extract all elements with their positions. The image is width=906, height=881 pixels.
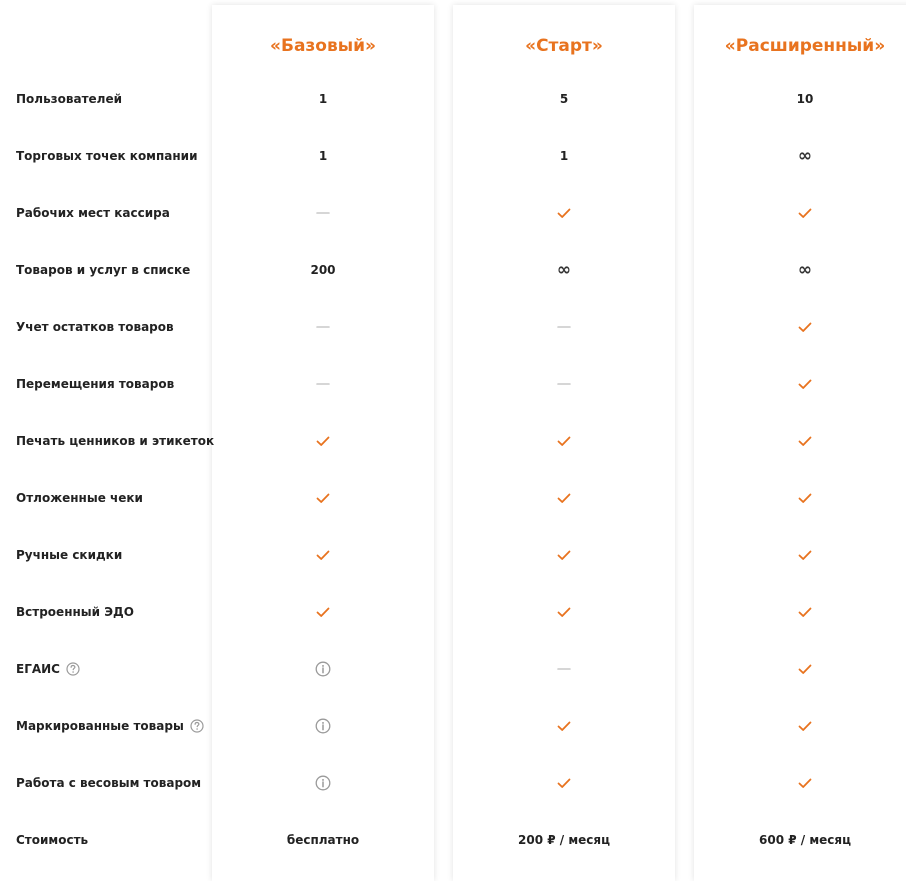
cell-label-printing-extended <box>694 431 906 451</box>
feature-row-goods-in-list <box>0 260 906 280</box>
feature-row-outlets <box>0 146 906 166</box>
cell-users-start <box>453 89 675 109</box>
feature-row-goods-transfer <box>0 374 906 394</box>
cell-cashier-workplaces-basic <box>212 203 434 223</box>
check-icon <box>798 778 812 789</box>
feature-label-text: Рабочих мест кассира <box>16 206 170 220</box>
plan-title-extended: «Расширенный» <box>724 36 886 56</box>
feature-label-text: Ручные скидки <box>16 548 123 562</box>
cell-price-start <box>453 830 675 850</box>
feature-row-egais <box>0 659 906 679</box>
feature-label-marked-goods <box>16 716 204 736</box>
cell-manual-discounts-basic <box>212 545 434 565</box>
feature-row-label-printing <box>0 431 906 451</box>
cell-outlets-basic <box>212 146 434 166</box>
feature-label-text: Стоимость <box>16 833 89 847</box>
cell-deferred-receipts-basic <box>212 488 434 508</box>
feature-row-cashier-workplaces <box>0 203 906 223</box>
feature-row-users <box>0 89 906 109</box>
feature-label-goods-transfer <box>16 374 174 394</box>
cell-stock-accounting-basic <box>212 317 434 337</box>
feature-label-text: ЕГАИС <box>16 662 60 676</box>
cell-manual-discounts-extended <box>694 545 906 565</box>
feature-row-price <box>0 830 906 850</box>
dash-icon <box>316 325 330 329</box>
cell-marked-goods-basic <box>212 716 434 736</box>
check-icon <box>557 208 571 219</box>
cell-marked-goods-start <box>453 716 675 736</box>
cell-manual-discounts-start <box>453 545 675 565</box>
cell-cashier-workplaces-extended <box>694 203 906 223</box>
feature-label-text: Встроенный ЭДО <box>16 605 134 619</box>
cell-built-in-edo-start <box>453 602 675 622</box>
feature-label-price <box>16 830 88 850</box>
cell-goods-transfer-basic <box>212 374 434 394</box>
feature-label-text: Перемещения товаров <box>16 377 175 391</box>
plan-title-start: «Старт» <box>525 36 603 56</box>
check-icon <box>557 607 571 618</box>
check-icon <box>557 436 571 447</box>
cell-goods-in-list-basic <box>212 260 434 280</box>
cell-goods-in-list-start <box>453 260 675 280</box>
help-icon[interactable] <box>66 662 80 676</box>
cell-value: 10 <box>796 92 814 106</box>
check-icon <box>316 550 330 561</box>
feature-label-text: Учет остатков товаров <box>16 320 174 334</box>
feature-label-weighted-goods <box>16 773 201 793</box>
feature-label-text: Работа с весовым товаром <box>16 776 202 790</box>
feature-label-stock-accounting <box>16 317 174 337</box>
feature-label-text: Торговых точек компании <box>16 149 198 163</box>
cell-deferred-receipts-extended <box>694 488 906 508</box>
cell-value: бесплатно <box>286 833 360 847</box>
feature-label-text: Пользователей <box>16 92 123 106</box>
cell-label-printing-basic <box>212 431 434 451</box>
check-icon <box>798 664 812 675</box>
cell-price-basic <box>212 830 434 850</box>
cell-users-basic <box>212 89 434 109</box>
feature-row-deferred-receipts <box>0 488 906 508</box>
cell-goods-transfer-extended <box>694 374 906 394</box>
feature-label-goods-in-list <box>16 260 190 280</box>
feature-label-deferred-receipts <box>16 488 143 508</box>
cell-built-in-edo-basic <box>212 602 434 622</box>
feature-label-text: Печать ценников и этикеток <box>16 434 215 448</box>
cell-weighted-goods-basic <box>212 773 434 793</box>
feature-label-text: Товаров и услуг в списке <box>16 263 191 277</box>
cell-value: 1 <box>318 92 328 106</box>
cell-marked-goods-extended <box>694 716 906 736</box>
dash-icon <box>557 325 571 329</box>
cell-egais-start <box>453 659 675 679</box>
check-icon <box>798 550 812 561</box>
info-icon[interactable] <box>315 718 331 734</box>
cell-cashier-workplaces-start <box>453 203 675 223</box>
feature-label-egais <box>16 659 80 679</box>
feature-label-text: Отложенные чеки <box>16 491 143 505</box>
check-icon <box>557 550 571 561</box>
cell-goods-in-list-extended <box>694 260 906 280</box>
cell-value: 5 <box>559 92 569 106</box>
check-icon <box>316 493 330 504</box>
cell-deferred-receipts-start <box>453 488 675 508</box>
cell-value: 1 <box>318 149 328 163</box>
check-icon <box>316 607 330 618</box>
feature-label-outlets <box>16 146 198 166</box>
check-icon <box>798 721 812 732</box>
infinity-icon: ∞ <box>797 146 813 166</box>
cell-built-in-edo-extended <box>694 602 906 622</box>
feature-row-marked-goods <box>0 716 906 736</box>
feature-row-manual-discounts <box>0 545 906 565</box>
infinity-icon: ∞ <box>556 260 572 280</box>
cell-stock-accounting-start <box>453 317 675 337</box>
cell-value: 200 ₽ / месяц <box>518 833 610 847</box>
check-icon <box>798 322 812 333</box>
dash-icon <box>316 211 330 215</box>
infinity-icon: ∞ <box>797 260 813 280</box>
info-icon[interactable] <box>315 775 331 791</box>
feature-row-weighted-goods <box>0 773 906 793</box>
feature-label-label-printing <box>16 431 214 451</box>
cell-outlets-extended <box>694 146 906 166</box>
feature-label-manual-discounts <box>16 545 122 565</box>
cell-stock-accounting-extended <box>694 317 906 337</box>
cell-weighted-goods-start <box>453 773 675 793</box>
dash-icon <box>316 382 330 386</box>
cell-egais-basic <box>212 659 434 679</box>
feature-row-stock-accounting <box>0 317 906 337</box>
feature-label-text: Маркированные товары <box>16 719 184 733</box>
check-icon <box>557 778 571 789</box>
cell-value: 1 <box>559 149 569 163</box>
check-icon <box>798 493 812 504</box>
cell-outlets-start <box>453 146 675 166</box>
check-icon <box>316 436 330 447</box>
cell-users-extended <box>694 89 906 109</box>
cell-goods-transfer-start <box>453 374 675 394</box>
cell-weighted-goods-extended <box>694 773 906 793</box>
cell-price-extended <box>694 830 906 850</box>
dash-icon <box>557 667 571 671</box>
check-icon <box>798 607 812 618</box>
check-icon <box>798 379 812 390</box>
help-icon[interactable] <box>190 719 204 733</box>
info-icon[interactable] <box>315 661 331 677</box>
cell-value: 200 <box>310 263 336 277</box>
cell-egais-extended <box>694 659 906 679</box>
plan-title-basic: «Базовый» <box>270 36 376 56</box>
check-icon <box>798 436 812 447</box>
feature-label-users <box>16 89 122 109</box>
check-icon <box>557 493 571 504</box>
check-icon <box>798 208 812 219</box>
feature-row-built-in-edo <box>0 602 906 622</box>
cell-label-printing-start <box>453 431 675 451</box>
cell-value: 600 ₽ / месяц <box>759 833 851 847</box>
dash-icon <box>557 382 571 386</box>
feature-label-cashier-workplaces <box>16 203 170 223</box>
feature-label-built-in-edo <box>16 602 134 622</box>
check-icon <box>557 721 571 732</box>
